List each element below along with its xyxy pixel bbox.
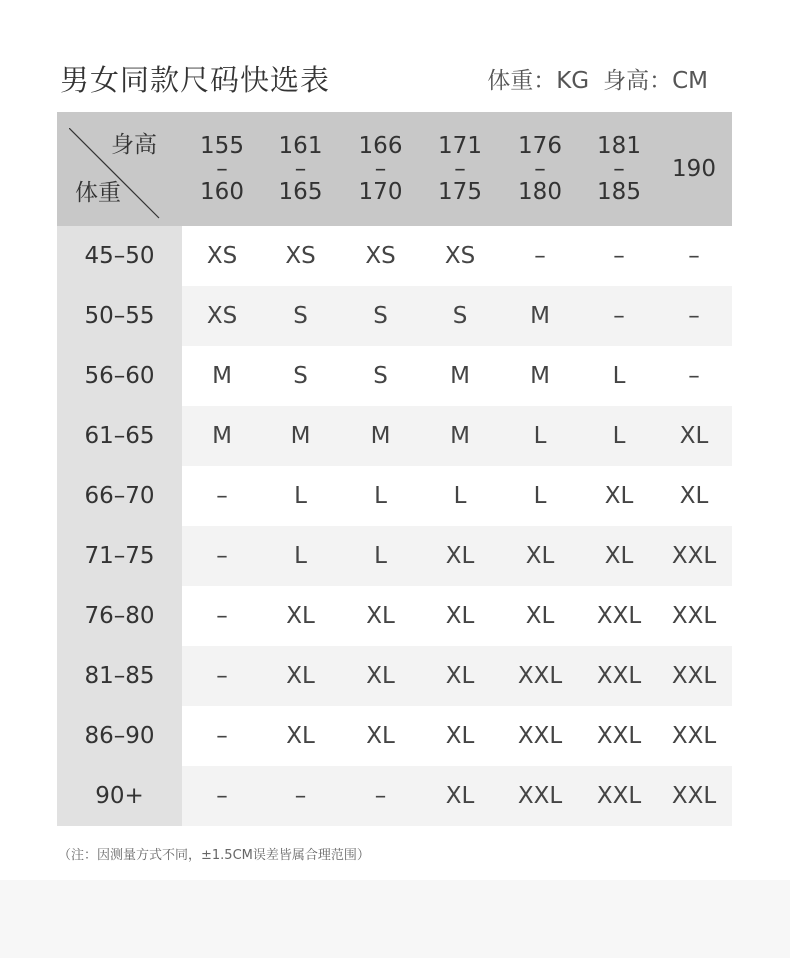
size-table (57, 112, 732, 826)
size-cell: L (422, 466, 498, 526)
size-cell: XXL (656, 646, 732, 706)
units-legend (487, 64, 708, 98)
weight-range-cell: 66–70 (57, 466, 182, 526)
table-row (57, 526, 732, 586)
size-cell: L (339, 526, 422, 586)
size-cell: – (182, 706, 262, 766)
size-cell: – (656, 286, 732, 346)
size-cell: S (262, 346, 339, 406)
table-row (57, 586, 732, 646)
page-title: 男女同款尺码快选表 (60, 63, 331, 97)
size-cell: XXL (656, 706, 732, 766)
height-header-cell: 181 – 185 (582, 112, 656, 226)
weight-range-cell: 86–90 (57, 706, 182, 766)
size-cell: XL (498, 586, 582, 646)
size-cell: XXL (656, 766, 732, 826)
size-cell: M (498, 346, 582, 406)
size-cell: XXL (582, 706, 656, 766)
size-cell: L (339, 466, 422, 526)
measurement-note: （注：因测量方式不同，±1.5CM误差皆属合理范围） (58, 848, 370, 863)
size-cell: XXL (582, 646, 656, 706)
size-cell: XL (656, 406, 732, 466)
size-cell: – (656, 226, 732, 286)
weight-range-cell: 90+ (57, 766, 182, 826)
height-header-cell: 171 – 175 (422, 112, 498, 226)
size-cell: XL (262, 706, 339, 766)
size-cell: XXL (656, 526, 732, 586)
size-cell: – (656, 346, 732, 406)
weight-range-cell: 50–55 (57, 286, 182, 346)
size-cell: – (582, 226, 656, 286)
size-cell: – (262, 766, 339, 826)
size-cell: XL (422, 586, 498, 646)
size-cell: XL (656, 466, 732, 526)
size-cell: S (422, 286, 498, 346)
size-cell: XL (422, 646, 498, 706)
size-cell: M (498, 286, 582, 346)
height-header-cell: 176 – 180 (498, 112, 582, 226)
table-row (57, 706, 732, 766)
size-cell: XS (182, 286, 262, 346)
size-cell: XL (582, 526, 656, 586)
table-row (57, 406, 732, 466)
height-header-cell: 155 – 160 (182, 112, 262, 226)
size-cell: – (182, 526, 262, 586)
size-cell: L (582, 346, 656, 406)
table-row (57, 226, 732, 286)
size-cell: XL (262, 646, 339, 706)
size-cell: L (498, 466, 582, 526)
size-cell: XXL (498, 706, 582, 766)
size-cell: – (182, 586, 262, 646)
corner-header-cell (57, 112, 182, 226)
weight-unit-label: 体重：KG (487, 68, 590, 94)
size-cell: S (262, 286, 339, 346)
size-cell: M (339, 406, 422, 466)
size-cell: XL (339, 706, 422, 766)
table-row (57, 286, 732, 346)
weight-range-cell: 71–75 (57, 526, 182, 586)
size-cell: – (182, 646, 262, 706)
table-row (57, 766, 732, 826)
weight-range-cell: 45–50 (57, 226, 182, 286)
size-cell: XL (582, 466, 656, 526)
weight-range-cell: 76–80 (57, 586, 182, 646)
size-cell: XL (262, 586, 339, 646)
size-cell: XS (422, 226, 498, 286)
size-cell: XXL (582, 766, 656, 826)
size-cell: M (422, 346, 498, 406)
size-cell: L (262, 526, 339, 586)
size-cell: L (582, 406, 656, 466)
height-header-cell: 166 – 170 (339, 112, 422, 226)
size-cell: – (339, 766, 422, 826)
size-cell: XS (339, 226, 422, 286)
table-row (57, 346, 732, 406)
size-cell: M (182, 406, 262, 466)
size-cell: L (498, 406, 582, 466)
height-header-cell: 161 – 165 (262, 112, 339, 226)
height-axis-label: 身高 (111, 132, 157, 158)
weight-axis-label: 体重 (75, 180, 121, 206)
size-cell: XL (422, 526, 498, 586)
size-cell: M (182, 346, 262, 406)
size-cell: XS (262, 226, 339, 286)
size-cell: – (582, 286, 656, 346)
weight-range-cell: 61–65 (57, 406, 182, 466)
weight-range-cell: 81–85 (57, 646, 182, 706)
height-unit-label: 身高：CM (603, 68, 708, 94)
size-cell: S (339, 346, 422, 406)
table-header-row (57, 112, 732, 226)
size-cell: – (498, 226, 582, 286)
size-cell: XXL (582, 586, 656, 646)
size-cell: M (422, 406, 498, 466)
size-cell: XL (339, 646, 422, 706)
size-cell: M (262, 406, 339, 466)
size-cell: – (182, 466, 262, 526)
size-cell: S (339, 286, 422, 346)
height-header-cell: 190 (656, 112, 732, 226)
weight-range-cell: 56–60 (57, 346, 182, 406)
size-cell: XS (182, 226, 262, 286)
table-row (57, 466, 732, 526)
size-cell: XL (422, 706, 498, 766)
size-cell: XL (498, 526, 582, 586)
size-cell: – (182, 766, 262, 826)
size-cell: XL (339, 586, 422, 646)
size-cell: XXL (498, 646, 582, 706)
size-cell: XXL (498, 766, 582, 826)
table-row (57, 646, 732, 706)
size-cell: XXL (656, 586, 732, 646)
size-cell: L (262, 466, 339, 526)
size-cell: XL (422, 766, 498, 826)
